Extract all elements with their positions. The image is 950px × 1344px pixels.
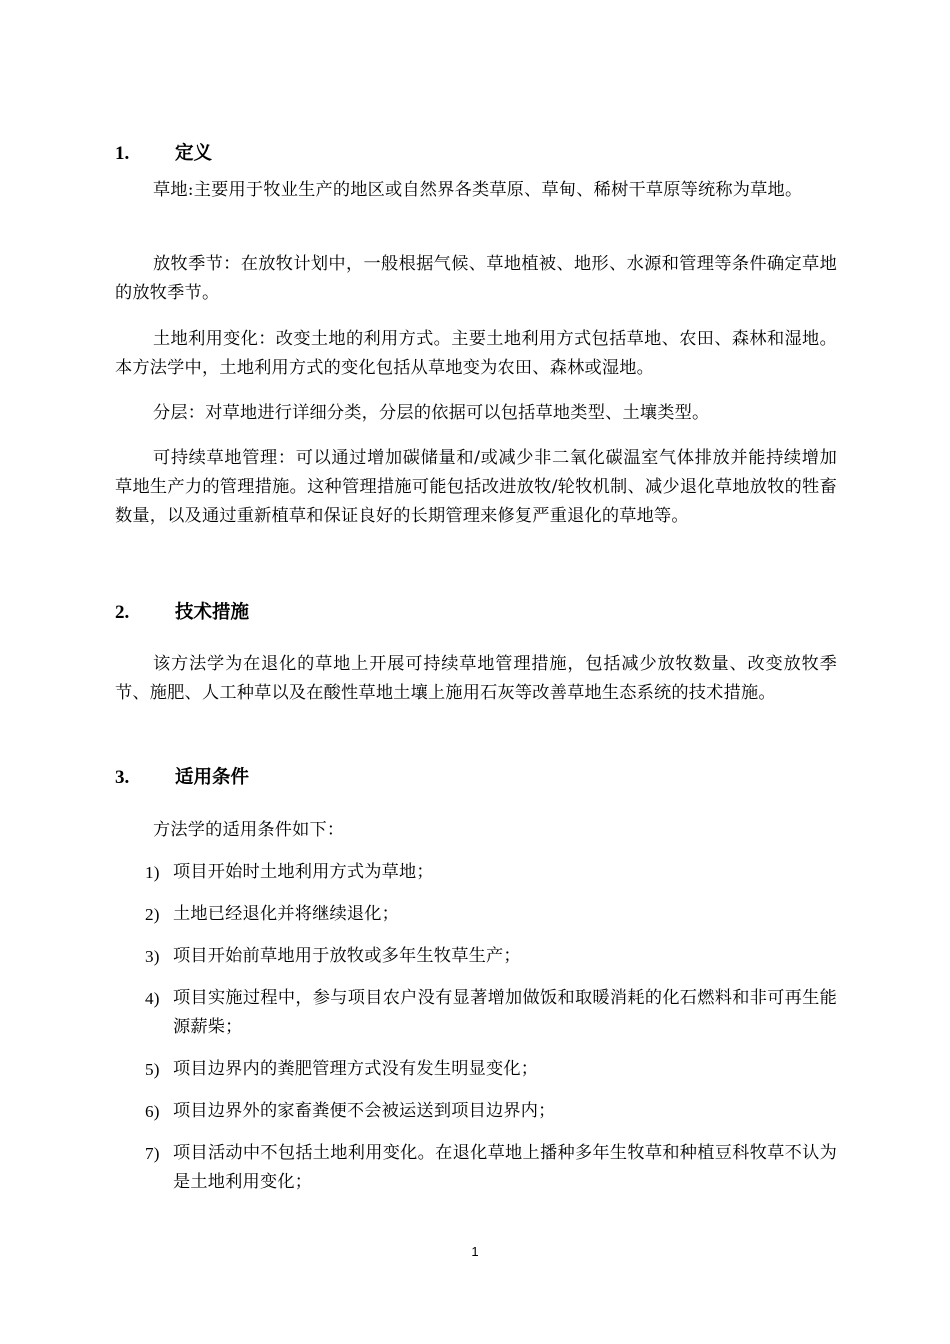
- section-heading-applicability: [115, 766, 249, 790]
- list-item-text: 项目实施过程中，参与项目农户没有显著增加做饭和取暖消耗的化石燃料和非可再生能源薪柴；: [173, 988, 837, 1037]
- list-item-text: 项目开始前草地用于放牧或多年生牧草生产；: [173, 946, 521, 966]
- list-item: [145, 942, 837, 971]
- section-number: 1.: [115, 143, 130, 164]
- paragraph-stratification: 分层：对草地进行详细分类，分层的依据可以包括草地类型、土壤类型。: [153, 403, 710, 423]
- paragraph-sustainable-management: 可持续草地管理：可以通过增加碳储量和/或减少非二氧化碳温室气体排放并能持续增加草地生产力的管理措施。这种管理措施可能包括改进放牧/轮牧机制、减少退化草地放牧的牲畜数量，以及通过重新植草和保证良好的长期管理来修复严重退化的草地等。: [115, 448, 837, 526]
- list-item: [145, 1097, 837, 1126]
- list-marker: 4): [145, 989, 160, 1008]
- list-item: [145, 900, 837, 929]
- list-item-text: 项目边界内的粪肥管理方式没有发生明显变化；: [173, 1059, 539, 1079]
- list-item-text: 项目活动中不包括土地利用变化。在退化草地上播种多年生牧草和种植豆科牧草不认为是土地利用变化；: [173, 1143, 837, 1192]
- paragraph-grassland: 草地:主要用于牧业生产的地区或自然界各类草原、草甸、稀树干草原等统称为草地。: [153, 180, 803, 200]
- list-marker: 5): [145, 1060, 160, 1079]
- list-item: [145, 1139, 837, 1197]
- paragraph-technical-measures: 该方法学为在退化的草地上开展可持续草地管理措施，包括减少放牧数量、改变放牧季节、施肥、人工种草以及在酸性草地土壤上施用石灰等改善草地生态系统的技术措施。: [115, 654, 837, 703]
- list-marker: 2): [145, 905, 160, 924]
- list-item: [145, 984, 837, 1042]
- section-title: 适用条件: [175, 767, 250, 788]
- section-heading-definitions: [115, 142, 212, 166]
- list-item: [145, 1055, 837, 1084]
- list-item-text: 土地已经退化并将继续退化；: [173, 904, 400, 924]
- section-title: 技术措施: [175, 602, 250, 623]
- applicability-intro: 方法学的适用条件如下：: [153, 820, 345, 840]
- section-number: 2.: [115, 602, 130, 623]
- list-item-text: 项目开始时土地利用方式为草地；: [173, 862, 434, 882]
- section-heading-technical-measures: [115, 601, 249, 625]
- page-number: 1: [471, 1244, 479, 1259]
- list-item: [145, 858, 837, 887]
- list-marker: 7): [145, 1144, 160, 1163]
- section-number: 3.: [115, 767, 130, 788]
- list-marker: 3): [145, 947, 160, 966]
- section-title: 定义: [175, 143, 213, 164]
- paragraph-grazing-season: 放牧季节：在放牧计划中，一般根据气候、草地植被、地形、水源和管理等条件确定草地的放牧季节。: [115, 254, 837, 303]
- paragraph-land-use-change: 土地利用变化：改变土地的利用方式。主要土地利用方式包括草地、农田、森林和湿地。本方法学中，土地利用方式的变化包括从草地变为农田、森林或湿地。: [115, 329, 837, 378]
- list-marker: 6): [145, 1102, 160, 1121]
- list-item-text: 项目边界外的家畜粪便不会被运送到项目边界内；: [173, 1101, 556, 1121]
- list-marker: 1): [145, 863, 160, 882]
